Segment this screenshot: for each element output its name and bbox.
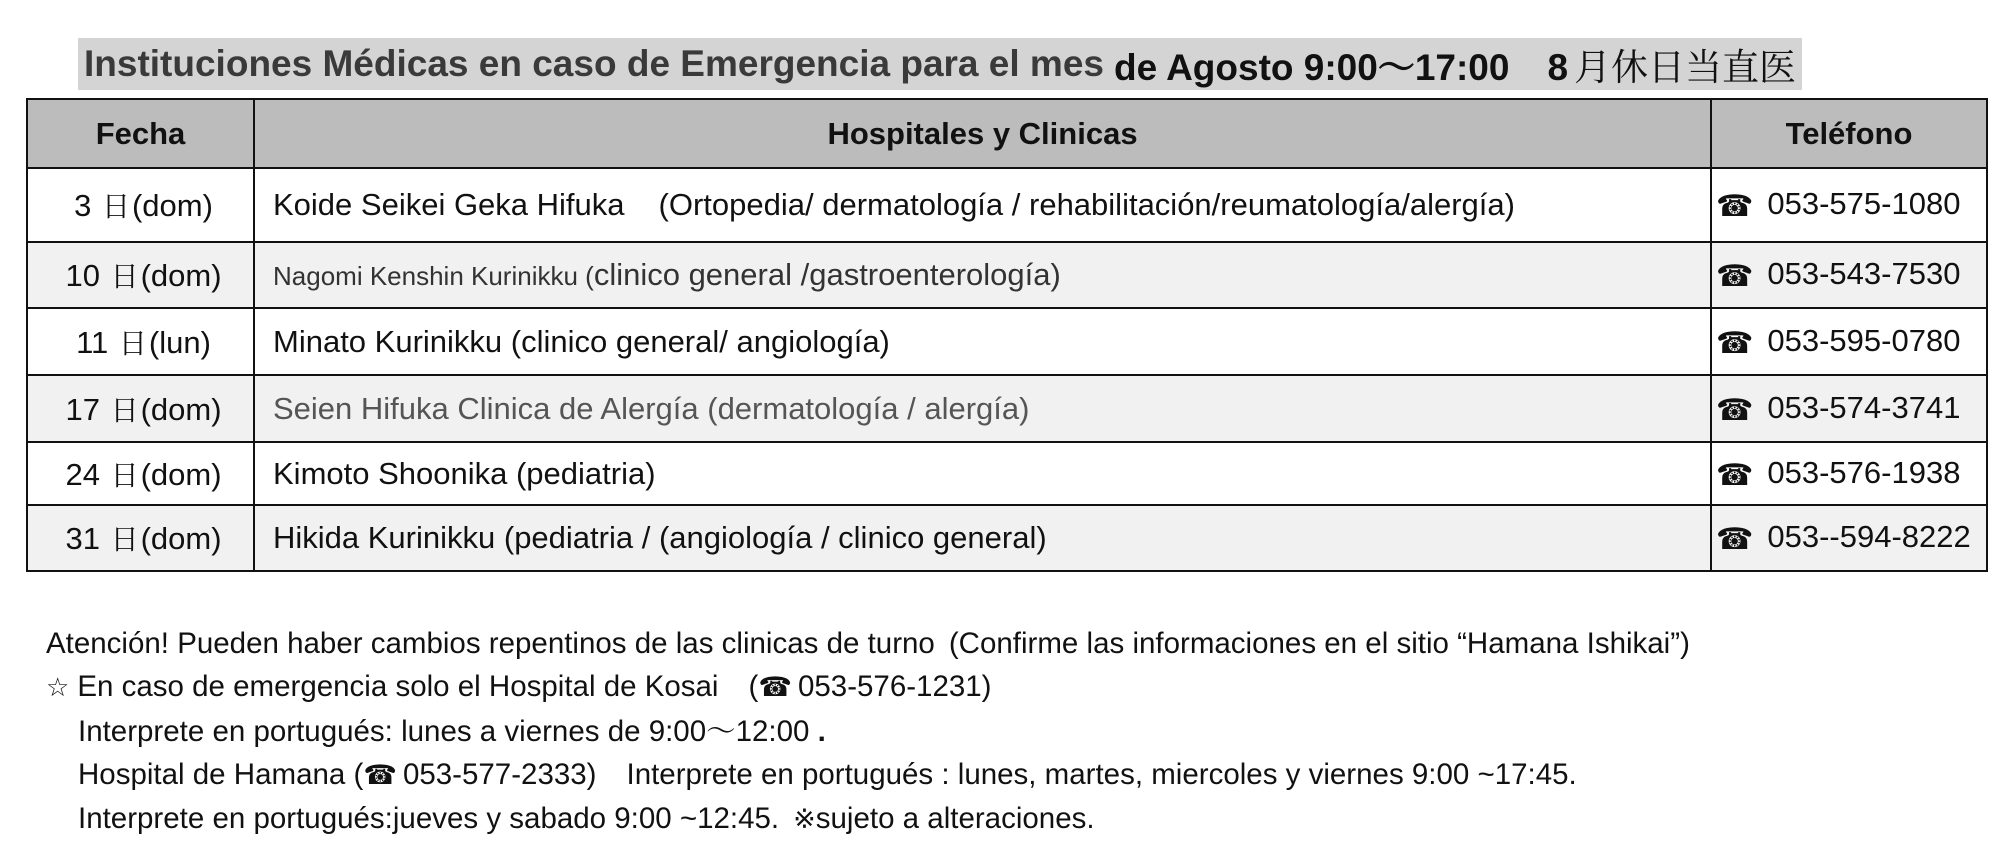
date-day: 17 [65, 391, 100, 427]
telephone-icon: ☎ [1716, 522, 1754, 557]
hospital-name: Minato Kurinikku (clinico general/ angiología) [273, 323, 890, 359]
attention-note [46, 622, 1690, 665]
kosai-interpreter-note [46, 710, 1690, 753]
phone-cell [1711, 505, 1987, 571]
title-month-number: 8 [1547, 47, 1569, 88]
star-icon: ☆ [46, 673, 70, 703]
telephone-icon: ☎ [363, 760, 397, 791]
hospital-cell [254, 375, 1711, 442]
hospital-cell [254, 308, 1711, 375]
hamana-interpreter2-note [46, 797, 1690, 841]
phone-number: 053-574-3741 [1767, 389, 1961, 425]
hospital-detail: clinico general /gastroenterología) [593, 257, 1061, 292]
date-day: 24 [65, 456, 100, 492]
kosai-phone-open: ( [748, 670, 759, 703]
telephone-icon: ☎ [1716, 392, 1754, 428]
date-kanji: 日 [118, 326, 147, 360]
date-cell [27, 375, 254, 442]
page-title [78, 38, 1802, 90]
phone-cell [1711, 442, 1987, 505]
kosai-phone: 053-576-1231) [797, 670, 992, 703]
date-weekday: (lun) [148, 324, 211, 360]
date-kanji: 日 [110, 260, 139, 293]
hamana-subject-text: sujeto a alteraciones. [815, 802, 1095, 835]
phone-cell [1711, 375, 1987, 442]
notes-section [46, 622, 1690, 841]
date-cell [27, 442, 254, 505]
date-weekday: (dom) [131, 188, 213, 223]
hamana-interpreter2-text: Interprete en portugués:jueves y sabado 9:00 ~12:45. [78, 802, 780, 835]
title-text-month-hours: de Agosto 9:00〜17:00 [1113, 47, 1510, 88]
date-cell [27, 505, 254, 571]
date-day: 31 [65, 521, 100, 556]
date-cell [27, 242, 254, 308]
title-text-japanese [1547, 37, 1796, 91]
kosai-text: En caso de emergencia solo el Hospital de Kosai [77, 670, 719, 703]
date-day: 3 [74, 188, 92, 223]
title-japanese-label: 月休日当直医 [1574, 46, 1797, 89]
date-day: 10 [65, 258, 100, 293]
table-row [27, 308, 1987, 375]
reference-mark-icon: ※ [793, 804, 816, 835]
header-phone: Teléfono [1711, 99, 1987, 168]
phone-number: 053-595-0780 [1767, 322, 1961, 358]
date-weekday: (dom) [140, 521, 222, 556]
hospital-name: Seien Hifuka Clinica de Alergía (dermatología / alergía) [273, 390, 1030, 426]
date-kanji: 日 [110, 393, 139, 427]
hospital-detail: (Ortopedia/ dermatología / rehabilitación/reumatología/alergía) [658, 187, 1515, 222]
hospital-cell [254, 242, 1711, 308]
date-day: 11 [76, 324, 109, 360]
date-weekday: (dom) [140, 391, 222, 427]
hamana-text: Hospital de Hamana ( [78, 758, 364, 791]
header-date: Fecha [27, 99, 254, 168]
date-cell [27, 308, 254, 375]
hospital-cell [254, 505, 1711, 571]
telephone-icon: ☎ [1716, 325, 1754, 361]
phone-number: 053--594-8222 [1767, 519, 1971, 554]
table-header-row [27, 99, 1987, 168]
date-kanji: 日 [110, 523, 139, 556]
emergency-schedule-table [26, 98, 1988, 572]
table-row [27, 242, 1987, 308]
date-kanji: 日 [101, 190, 130, 223]
hospital-cell [254, 168, 1711, 242]
phone-number: 053-575-1080 [1767, 186, 1961, 221]
phone-cell [1711, 308, 1987, 375]
kosai-interpreter-end: . [817, 715, 826, 748]
kosai-interpreter-text: Interprete en portugués: lunes a viernes de 9:00〜12:00 [78, 715, 810, 748]
table-row [27, 442, 1987, 505]
telephone-icon: ☎ [1716, 457, 1754, 493]
header-hospital: Hospitales y Clinicas [254, 99, 1711, 168]
phone-number: 053-543-7530 [1767, 256, 1961, 291]
date-cell [27, 168, 254, 242]
phone-number: 053-576-1938 [1767, 454, 1961, 490]
date-weekday: (dom) [140, 258, 222, 293]
hamana-note [46, 753, 1690, 797]
kosai-note [46, 665, 1690, 710]
telephone-icon: ☎ [758, 672, 792, 703]
phone-cell [1711, 168, 1987, 242]
hospital-name: Kimoto Shoonika (pediatria) [273, 455, 656, 491]
date-weekday: (dom) [140, 456, 222, 492]
date-kanji: 日 [110, 458, 139, 492]
hospital-name: Nagomi Kenshin Kurinikku ( [273, 261, 594, 291]
hospital-name: Koide Seikei Geka Hifuka [273, 187, 625, 222]
hamana-interpreter-text: Interprete en portugués : lunes, martes, miercoles y viernes 9:00 ~17:45. [626, 758, 1577, 791]
telephone-icon: ☎ [1716, 189, 1754, 224]
telephone-icon: ☎ [1716, 259, 1754, 294]
phone-cell [1711, 242, 1987, 308]
hospital-cell [254, 442, 1711, 505]
attention-text: Atención! Pueden haber cambios repentinos de las clinicas de turno [46, 627, 935, 660]
table-row [27, 168, 1987, 242]
title-text-main: Instituciones Médicas en caso de Emergencia para el mes [84, 43, 1104, 84]
hamana-phone: 053-577-2333) [402, 758, 597, 791]
attention-confirm-text: (Confirme las informaciones en el sitio “Hamana Ishikai”) [948, 627, 1690, 660]
hospital-name: Hikida Kurinikku (pediatria / (angiología / clinico general) [273, 520, 1047, 555]
table-row [27, 375, 1987, 442]
table-row [27, 505, 1987, 571]
